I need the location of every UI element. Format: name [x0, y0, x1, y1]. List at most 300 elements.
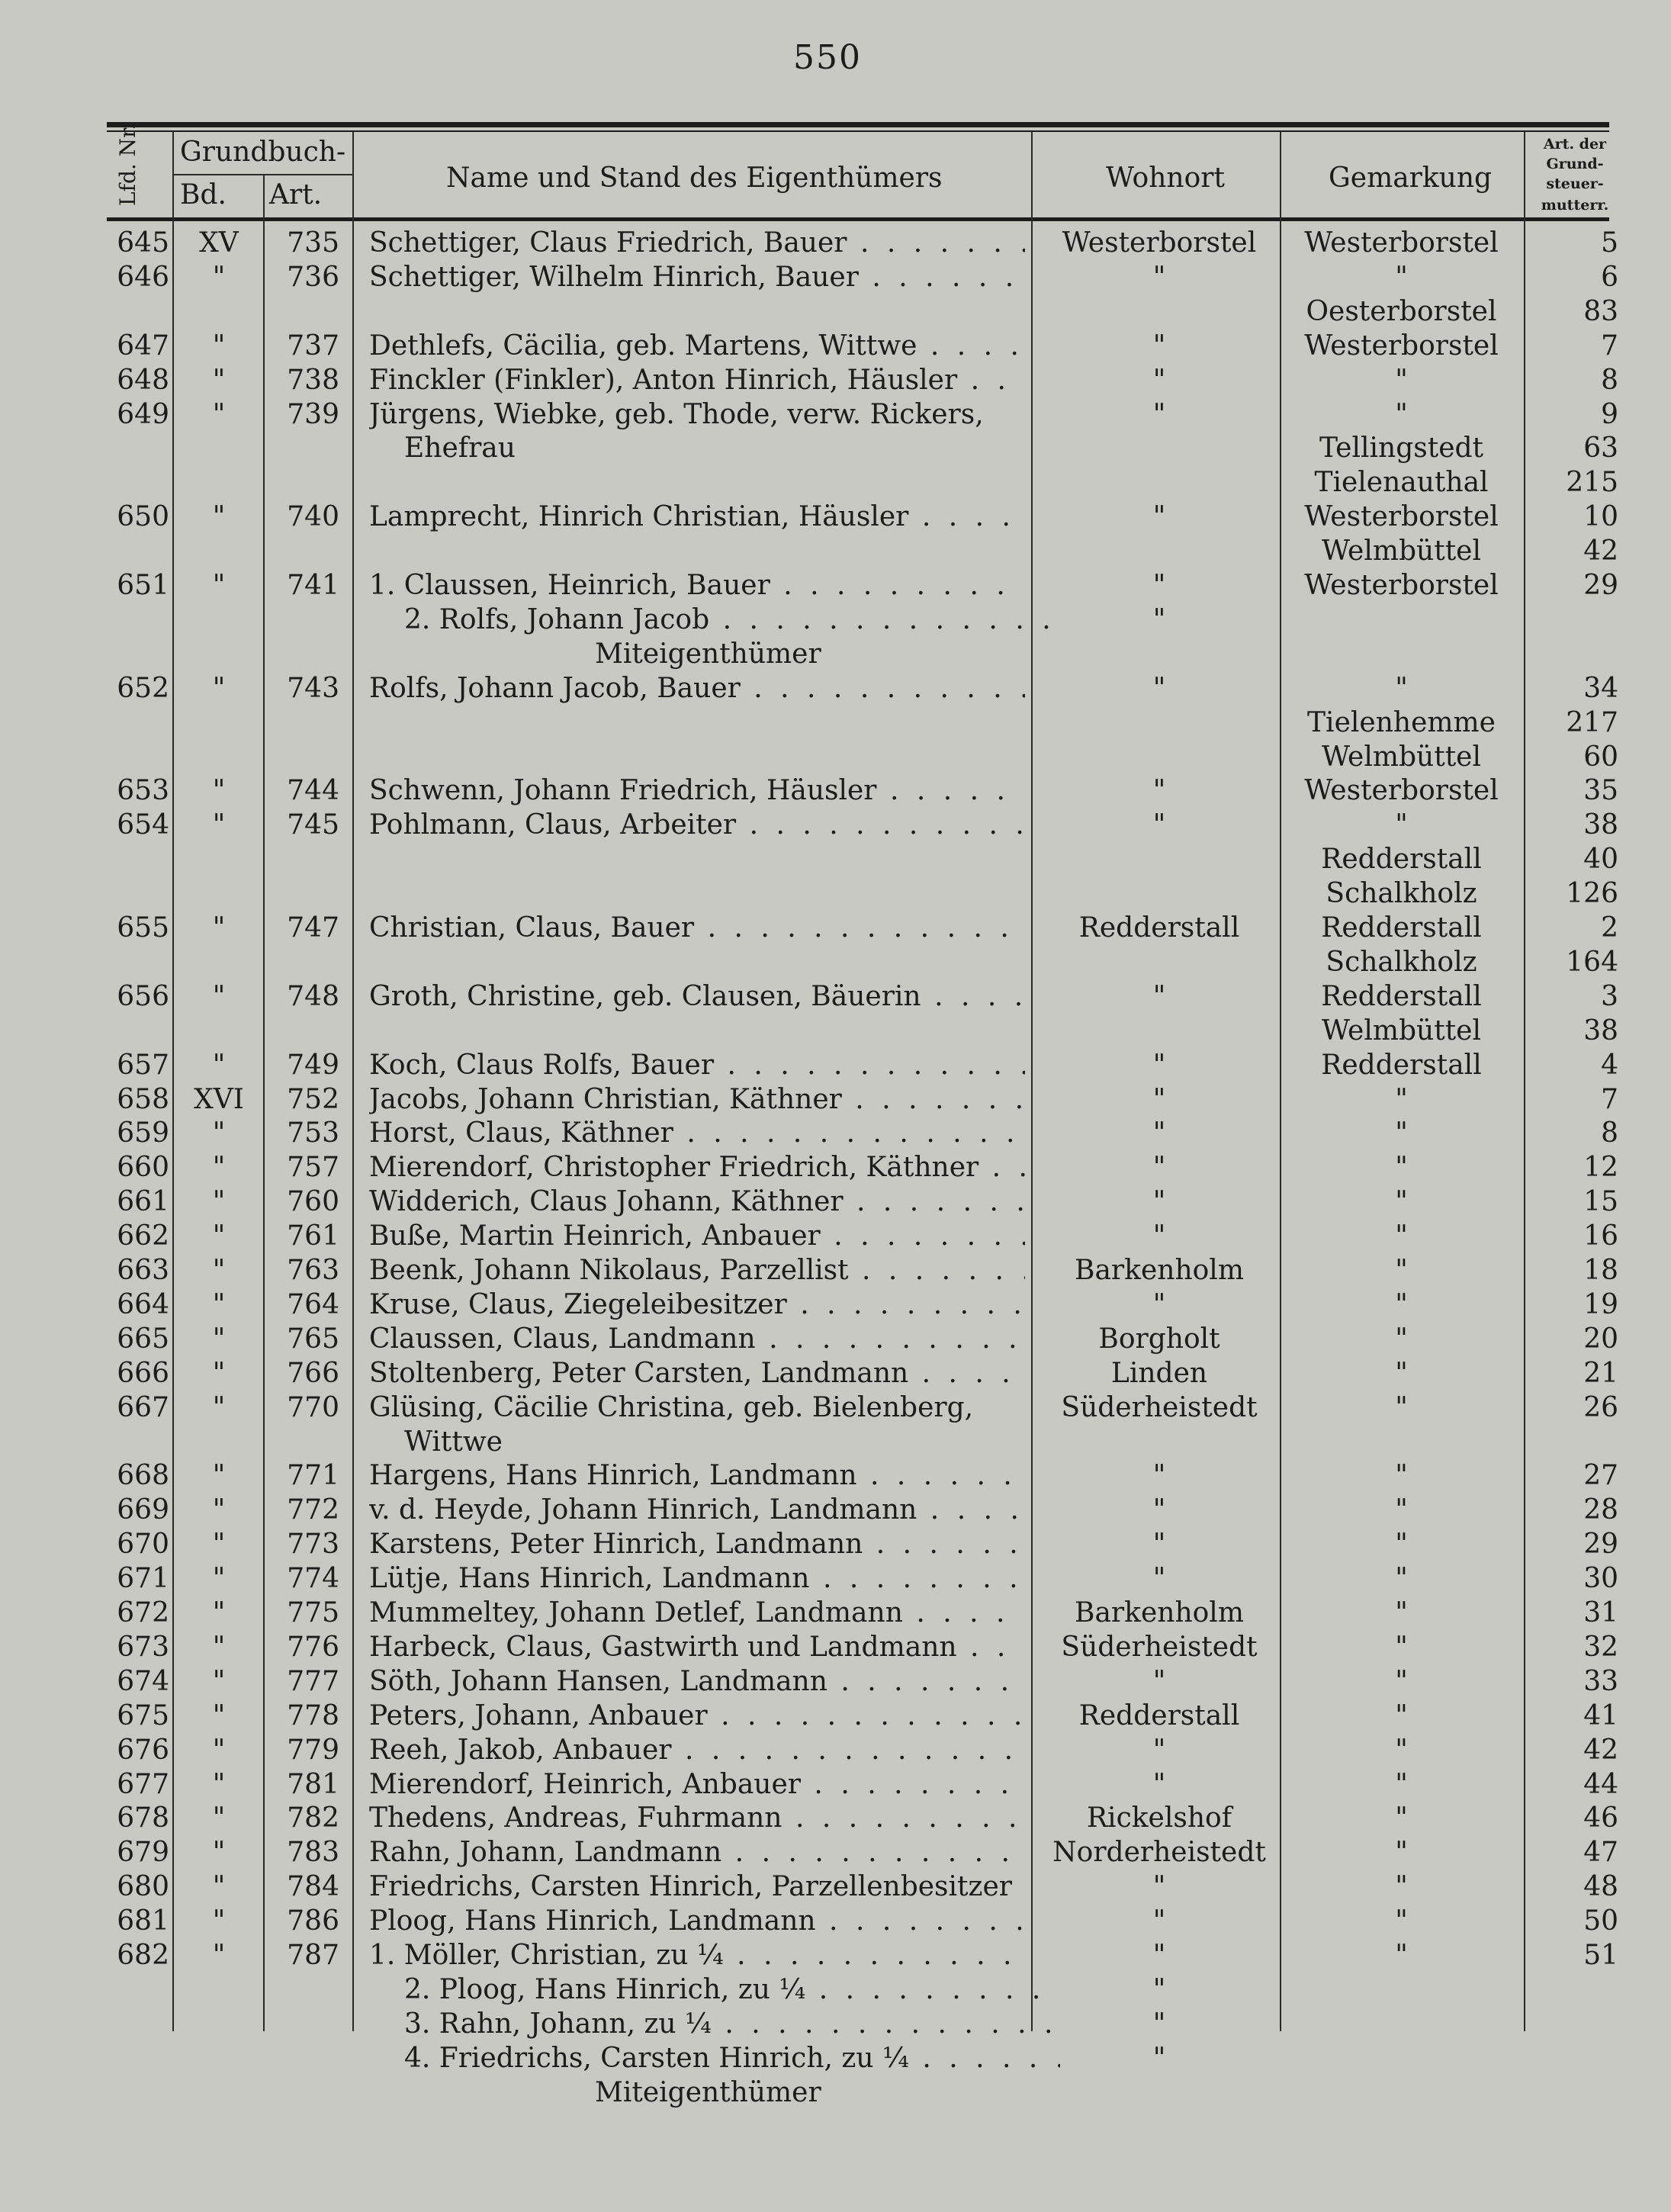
row-band: " [212, 1323, 226, 1355]
row-gemarkung: " [1395, 1357, 1408, 1389]
row-artikel: 744 [287, 775, 339, 807]
row-gemarkung: " [1395, 1699, 1408, 1731]
row-owner-name: Dethlefs, Cäcilia, geb. Martens, Wittwe . . . [369, 329, 1025, 363]
row-mutterrolle-art: 4 [1601, 1049, 1618, 1081]
row-band: XVI [194, 1083, 244, 1115]
row-artikel: 781 [287, 1768, 339, 1800]
table-row [0, 1219, 1671, 1253]
row-owner-name: 1. Möller, Christian, zu ¼ . . . [369, 1938, 1025, 1972]
row-gemarkung: " [1395, 1563, 1408, 1595]
row-lfd-nr: 662 [117, 1220, 169, 1252]
row-owner-name: Lütje, Hans Hinrich, Landmann . . . [369, 1561, 1025, 1596]
table-row [0, 1972, 1671, 2007]
header-subrule [172, 174, 352, 175]
row-artikel: 765 [287, 1323, 339, 1355]
row-mutterrolle-art: 7 [1601, 330, 1618, 362]
header-grundbuch: Grundbuch- [180, 137, 346, 168]
row-artikel: 778 [287, 1699, 339, 1731]
row-gemarkung: " [1395, 1255, 1408, 1286]
row-mutterrolle-art: 42 [1583, 535, 1618, 567]
row-owner-name: Claussen, Claus, Landmann . . . [369, 1322, 1025, 1356]
row-artikel: 766 [287, 1357, 339, 1389]
top-rule-thick [107, 122, 1609, 127]
row-wohnort: " [1152, 570, 1166, 601]
row-lfd-nr: 673 [117, 1631, 169, 1663]
row-wohnort: " [1152, 672, 1166, 704]
header-mart-4: mutterr. [1541, 197, 1609, 214]
row-band: " [212, 398, 226, 430]
row-band: " [212, 1494, 226, 1526]
row-wohnort: " [1152, 2008, 1166, 2040]
row-band: " [212, 1699, 226, 1731]
row-mutterrolle-art: 217 [1566, 706, 1618, 738]
row-gemarkung: " [1395, 1734, 1408, 1766]
row-wohnort: " [1152, 1152, 1166, 1184]
row-owner-name: Hargens, Hans Hinrich, Landmann . . . [369, 1458, 1025, 1493]
row-band: " [212, 1905, 226, 1937]
row-lfd-nr: 656 [117, 980, 169, 1012]
row-lfd-nr: 655 [117, 912, 169, 944]
row-wohnort: " [1152, 1665, 1166, 1697]
row-lfd-nr: 652 [117, 672, 169, 704]
row-wohnort: " [1152, 1940, 1166, 1971]
row-wohnort: " [1152, 1871, 1166, 1903]
row-gemarkung: Welmbüttel [1321, 1014, 1481, 1047]
row-wohnort: " [1152, 501, 1166, 533]
row-gemarkung: Westerborstel [1304, 501, 1499, 533]
row-mutterrolle-art: 3 [1601, 980, 1618, 1012]
row-lfd-nr: 659 [117, 1117, 169, 1149]
row-wohnort: " [1152, 1734, 1166, 1766]
row-mutterrolle-art: 63 [1583, 432, 1618, 465]
row-wohnort: " [1152, 1529, 1166, 1561]
row-gemarkung: Redderstall [1321, 912, 1482, 944]
row-mutterrolle-art: 21 [1583, 1357, 1618, 1389]
row-artikel: 783 [287, 1837, 339, 1869]
row-owner-name: 2. Rolfs, Johann Jacob . . . [404, 603, 1060, 637]
row-mutterrolle-art: 15 [1583, 1186, 1618, 1218]
row-gemarkung: " [1395, 1460, 1408, 1492]
row-artikel: 738 [287, 364, 339, 396]
row-lfd-nr: 658 [117, 1083, 169, 1115]
row-wohnort: " [1152, 330, 1166, 362]
row-mutterrolle-art: 83 [1583, 295, 1618, 327]
row-gemarkung: Oesterborstel [1306, 295, 1497, 327]
row-mutterrolle-art: 6 [1601, 261, 1618, 293]
table-row [0, 1870, 1671, 1904]
row-lfd-nr: 669 [117, 1494, 169, 1526]
row-owner-name: Friedrichs, Carsten Hinrich, Parzellenbesitzer . . . [369, 1870, 1025, 1904]
row-owner-name: Beenk, Johann Nikolaus, Parzellist . . . [369, 1253, 1025, 1288]
row-band: " [212, 1186, 226, 1218]
row-lfd-nr: 672 [117, 1597, 169, 1628]
row-band: " [212, 1529, 226, 1561]
table-row [0, 431, 1671, 465]
row-owner-name: Mummeltey, Johann Detlef, Landmann . . . [369, 1596, 1025, 1630]
header-name: Name und Stand des Eigenthümers [446, 162, 943, 194]
row-gemarkung: " [1395, 398, 1408, 430]
table-row [0, 1322, 1671, 1356]
row-owner-name: Pohlmann, Claus, Arbeiter . . . [369, 808, 1025, 842]
table-row [0, 260, 1671, 294]
table-row [0, 1767, 1671, 1802]
row-lfd-nr: 650 [117, 501, 169, 533]
row-owner-name: 2. Ploog, Hans Hinrich, zu ¼ . . . [404, 1972, 1060, 2007]
row-band: " [212, 1768, 226, 1800]
table-row [0, 1150, 1671, 1185]
table-row [0, 1664, 1671, 1699]
row-owner-name: Schettiger, Wilhelm Hinrich, Bauer . . . [369, 260, 1025, 294]
row-wohnort: " [1152, 398, 1166, 430]
row-mutterrolle-art: 26 [1583, 1391, 1618, 1423]
row-gemarkung: " [1395, 1152, 1408, 1184]
table-row [0, 945, 1671, 979]
table-row [0, 1630, 1671, 1664]
row-wohnort: Süderheistedt [1061, 1631, 1258, 1663]
row-owner-name: Schwenn, Johann Friedrich, Häusler . . . [369, 773, 1025, 808]
table-row [0, 534, 1671, 568]
row-owner-name: 1. Claussen, Heinrich, Bauer . . . [369, 568, 1025, 603]
row-owner-name: Koch, Claus Rolfs, Bauer . . . [369, 1048, 1025, 1082]
row-artikel: 782 [287, 1802, 339, 1834]
row-band: " [212, 1288, 226, 1320]
row-wohnort: " [1152, 261, 1166, 293]
table-row [0, 1596, 1671, 1630]
row-mutterrolle-art: 51 [1583, 1940, 1618, 1971]
row-wohnort: Redderstall [1078, 912, 1240, 944]
row-band: " [212, 980, 226, 1012]
row-mutterrolle-art: 7 [1601, 1083, 1618, 1115]
table-row [0, 1458, 1671, 1493]
row-band: " [212, 1802, 226, 1834]
row-band: " [212, 809, 226, 841]
row-lfd-nr: 651 [117, 570, 169, 601]
row-gemarkung: " [1395, 1871, 1408, 1903]
row-wohnort: Redderstall [1078, 1699, 1240, 1731]
row-artikel: 741 [287, 570, 339, 601]
header-mart-3: steuer- [1546, 175, 1604, 192]
row-gemarkung: " [1395, 1323, 1408, 1355]
table-row [0, 808, 1671, 842]
header-wohnort: Wohnort [1106, 162, 1225, 194]
row-band: " [212, 672, 226, 704]
row-owner-name: Mierendorf, Heinrich, Anbauer . . . [369, 1767, 1025, 1802]
row-band: " [212, 1734, 226, 1766]
row-mutterrolle-art: 44 [1583, 1768, 1618, 1800]
row-gemarkung: " [1395, 261, 1408, 293]
row-wohnort: " [1152, 1288, 1166, 1320]
row-owner-name: Buße, Martin Heinrich, Anbauer . . . [369, 1219, 1025, 1253]
row-gemarkung: " [1395, 1529, 1408, 1561]
row-mutterrolle-art: 19 [1583, 1288, 1618, 1320]
row-wohnort: " [1152, 1220, 1166, 1252]
row-lfd-nr: 670 [117, 1529, 169, 1561]
row-wohnort: " [1152, 1117, 1166, 1149]
row-artikel: 763 [287, 1255, 339, 1286]
row-mutterrolle-art: 41 [1583, 1699, 1618, 1731]
table-row [0, 1253, 1671, 1288]
row-mutterrolle-art: 2 [1601, 912, 1618, 944]
table-row [0, 671, 1671, 706]
table-row [0, 1904, 1671, 1938]
row-lfd-nr: 649 [117, 398, 169, 430]
row-lfd-nr: 661 [117, 1186, 169, 1218]
table-row [0, 397, 1671, 432]
table-row [0, 603, 1671, 637]
row-gemarkung: Tielenhemme [1307, 706, 1496, 738]
table-row [0, 1425, 1671, 1459]
row-artikel: 761 [287, 1220, 339, 1252]
row-gemarkung: " [1395, 1837, 1408, 1869]
row-owner-name: Finckler (Finkler), Anton Hinrich, Häusler . . . [369, 363, 1025, 397]
row-artikel: 772 [287, 1494, 339, 1526]
table-row [0, 1493, 1671, 1527]
row-lfd-nr: 654 [117, 809, 169, 841]
row-owner-name: Glüsing, Cäcilie Christina, geb. Bielenberg, [369, 1391, 974, 1423]
row-band: " [212, 1117, 226, 1149]
row-band: " [212, 1665, 226, 1697]
row-gemarkung: " [1395, 1494, 1408, 1526]
row-lfd-nr: 660 [117, 1152, 169, 1184]
row-artikel: 774 [287, 1563, 339, 1595]
row-mutterrolle-art: 38 [1583, 809, 1618, 841]
row-artikel: 737 [287, 330, 339, 362]
row-band: " [212, 1597, 226, 1628]
row-wohnort: " [1152, 1905, 1166, 1937]
row-band: " [212, 1460, 226, 1492]
row-artikel: 760 [287, 1186, 339, 1218]
row-owner-name: Jacobs, Johann Christian, Käthner . . . [369, 1082, 1025, 1117]
header-gemarkung: Gemarkung [1329, 162, 1493, 194]
row-wohnort: Westerborstel [1062, 227, 1257, 259]
row-wohnort: " [1152, 603, 1166, 635]
row-mutterrolle-art: 8 [1601, 1117, 1618, 1149]
row-owner-name: Kruse, Claus, Ziegeleibesitzer . . . [369, 1288, 1025, 1322]
row-gemarkung: " [1395, 809, 1408, 841]
row-owner-name: Mierendorf, Christopher Friedrich, Käthner . . . [369, 1150, 1025, 1185]
row-wohnort: " [1152, 1494, 1166, 1526]
row-gemarkung: Redderstall [1321, 1049, 1482, 1081]
row-owner-name: Peters, Johann, Anbauer . . . [369, 1699, 1025, 1733]
row-gemarkung: Westerborstel [1304, 227, 1499, 259]
row-lfd-nr: 667 [117, 1391, 169, 1423]
row-gemarkung: " [1395, 1940, 1408, 1971]
table-row [0, 1733, 1671, 1767]
row-mutterrolle-art: 126 [1566, 878, 1618, 910]
row-owner-name: v. d. Heyde, Johann Hinrich, Landmann . . . [369, 1493, 1025, 1527]
row-mutterrolle-art: 29 [1583, 570, 1618, 601]
row-band: " [212, 364, 226, 396]
row-artikel: 771 [287, 1460, 339, 1492]
row-owner-name: Reeh, Jakob, Anbauer . . . [369, 1733, 1025, 1767]
row-band: " [212, 261, 226, 293]
row-lfd-nr: 665 [117, 1323, 169, 1355]
table-row [0, 740, 1671, 774]
row-wohnort: " [1152, 1768, 1166, 1800]
row-wohnort: Barkenholm [1075, 1597, 1244, 1628]
table-row [0, 226, 1671, 260]
row-gemarkung: Welmbüttel [1321, 741, 1481, 773]
row-gemarkung: " [1395, 1391, 1408, 1423]
row-gemarkung: Tellingstedt [1319, 432, 1484, 465]
row-artikel: 753 [287, 1117, 339, 1149]
row-lfd-nr: 681 [117, 1905, 169, 1937]
row-gemarkung: Schalkholz [1326, 946, 1477, 978]
row-mutterrolle-art: 38 [1583, 1014, 1618, 1047]
row-lfd-nr: 657 [117, 1049, 169, 1081]
row-artikel: 745 [287, 809, 339, 841]
row-mutterrolle-art: 18 [1583, 1255, 1618, 1286]
row-artikel: 776 [287, 1631, 339, 1663]
row-owner-name: Thedens, Andreas, Fuhrmann . . . [369, 1801, 1025, 1835]
header-lfd-nr: Lfd. Nr. [115, 123, 140, 206]
row-owner-name: Widderich, Claus Johann, Käthner . . . [369, 1185, 1025, 1219]
row-mutterrolle-art: 60 [1583, 741, 1618, 773]
row-owner-name: Söth, Johann Hansen, Landmann . . . [369, 1664, 1025, 1699]
row-wohnort: Borgholt [1098, 1323, 1220, 1355]
row-mutterrolle-art: 28 [1583, 1494, 1618, 1526]
row-artikel: 784 [287, 1871, 339, 1903]
top-rule-thin [107, 130, 1609, 132]
row-gemarkung: " [1395, 1768, 1408, 1800]
row-owner-name: Rahn, Johann, Landmann . . . [369, 1835, 1025, 1870]
header-mart-2: Grund- [1546, 156, 1604, 172]
row-lfd-nr: 679 [117, 1837, 169, 1869]
row-owner-name: Karstens, Peter Hinrich, Landmann . . . [369, 1527, 1025, 1561]
table-row [0, 1116, 1671, 1150]
row-artikel: 739 [287, 398, 339, 430]
table-row [0, 1835, 1671, 1870]
row-owner-name: Stoltenberg, Peter Carsten, Landmann . . . [369, 1356, 1025, 1391]
row-wohnort: " [1152, 980, 1166, 1012]
row-gemarkung: " [1395, 1597, 1408, 1628]
row-artikel: 740 [287, 501, 339, 533]
row-wohnort: " [1152, 364, 1166, 396]
row-lfd-nr: 676 [117, 1734, 169, 1766]
row-lfd-nr: 674 [117, 1665, 169, 1697]
row-artikel: 736 [287, 261, 339, 293]
table-row [0, 1185, 1671, 1219]
row-owner-name: 3. Rahn, Johann, zu ¼ . . . [404, 2007, 1060, 2041]
row-band: " [212, 1871, 226, 1903]
row-mutterrolle-art: 8 [1601, 364, 1618, 396]
row-wohnort: Süderheistedt [1061, 1391, 1258, 1423]
row-gemarkung: Redderstall [1321, 980, 1482, 1012]
row-owner-name: Groth, Christine, geb. Clausen, Bäuerin . . . [369, 979, 1025, 1014]
table-row [0, 2075, 1671, 2110]
row-owner-name: Ploog, Hans Hinrich, Landmann . . . [369, 1904, 1025, 1938]
row-artikel: 779 [287, 1734, 339, 1766]
table-row [0, 465, 1671, 500]
row-gemarkung: " [1395, 364, 1408, 396]
row-gemarkung: " [1395, 1186, 1408, 1218]
row-artikel: 773 [287, 1529, 339, 1561]
row-lfd-nr: 645 [117, 227, 169, 259]
row-wohnort: Barkenholm [1075, 1255, 1244, 1286]
row-wohnort: " [1152, 1049, 1166, 1081]
table-row [0, 294, 1671, 329]
row-artikel: 764 [287, 1288, 339, 1320]
row-gemarkung: " [1395, 1631, 1408, 1663]
row-band: " [212, 1837, 226, 1869]
row-wohnort: " [1152, 1083, 1166, 1115]
row-artikel: 752 [287, 1083, 339, 1115]
row-mutterrolle-art: 215 [1566, 467, 1618, 499]
row-gemarkung: Schalkholz [1326, 878, 1477, 910]
row-mutterrolle-art: 27 [1583, 1460, 1618, 1492]
row-mutterrolle-art: 164 [1566, 946, 1618, 978]
table-row [0, 1082, 1671, 1117]
row-gemarkung: " [1395, 1117, 1408, 1149]
row-band: " [212, 330, 226, 362]
row-gemarkung: Tielenauthal [1314, 467, 1489, 499]
table-row [0, 1014, 1671, 1048]
row-gemarkung: " [1395, 1802, 1408, 1834]
table-row [0, 329, 1671, 363]
row-wohnort: " [1152, 1973, 1166, 2005]
row-mutterrolle-art: 40 [1583, 844, 1618, 876]
row-mutterrolle-art: 16 [1583, 1220, 1618, 1252]
row-owner-name: Miteigenthümer [595, 2076, 821, 2108]
row-band: " [212, 1563, 226, 1595]
row-band: XV [199, 227, 239, 259]
row-band: " [212, 570, 226, 601]
row-owner-name: Jürgens, Wiebke, geb. Thode, verw. Rickers, [369, 398, 984, 430]
table-row [0, 1527, 1671, 1561]
row-wohnort: " [1152, 1186, 1166, 1218]
row-lfd-nr: 668 [117, 1460, 169, 1492]
row-lfd-nr: 648 [117, 364, 169, 396]
row-owner-name: Ehefrau [404, 432, 516, 465]
row-mutterrolle-art: 20 [1583, 1323, 1618, 1355]
row-lfd-nr: 678 [117, 1802, 169, 1834]
row-owner-name: Horst, Claus, Käthner . . . [369, 1116, 1025, 1150]
row-mutterrolle-art: 5 [1601, 227, 1618, 259]
row-wohnort: Rickelshof [1086, 1802, 1232, 1834]
row-band: " [212, 1152, 226, 1184]
table-row [0, 2041, 1671, 2075]
row-band: " [212, 1220, 226, 1252]
table-row [0, 637, 1671, 671]
row-mutterrolle-art: 42 [1583, 1734, 1618, 1766]
row-owner-name: Rolfs, Johann Jacob, Bauer . . . [369, 671, 1025, 706]
row-owner-name: Wittwe [404, 1426, 503, 1458]
row-artikel: 743 [287, 672, 339, 704]
row-lfd-nr: 677 [117, 1768, 169, 1800]
row-owner-name: Miteigenthümer [595, 638, 821, 670]
row-wohnort: " [1152, 1563, 1166, 1595]
row-gemarkung: " [1395, 1220, 1408, 1252]
row-gemarkung: Westerborstel [1304, 330, 1499, 362]
table-row [0, 568, 1671, 603]
row-lfd-nr: 671 [117, 1563, 169, 1595]
row-artikel: 747 [287, 912, 339, 944]
row-mutterrolle-art: 33 [1583, 1665, 1618, 1697]
row-wohnort: " [1152, 2042, 1166, 2074]
row-gemarkung: " [1395, 1905, 1408, 1937]
table-row [0, 363, 1671, 397]
row-gemarkung: Welmbüttel [1321, 535, 1481, 567]
table-row [0, 1288, 1671, 1322]
table-row [0, 706, 1671, 740]
row-lfd-nr: 675 [117, 1699, 169, 1731]
row-lfd-nr: 663 [117, 1255, 169, 1286]
table-row [0, 876, 1671, 911]
row-mutterrolle-art: 50 [1583, 1905, 1618, 1937]
row-wohnort: Norderheistedt [1052, 1837, 1266, 1869]
row-band: " [212, 1391, 226, 1423]
row-owner-name: 4. Friedrichs, Carsten Hinrich, zu ¼ . . . [404, 2041, 1060, 2075]
